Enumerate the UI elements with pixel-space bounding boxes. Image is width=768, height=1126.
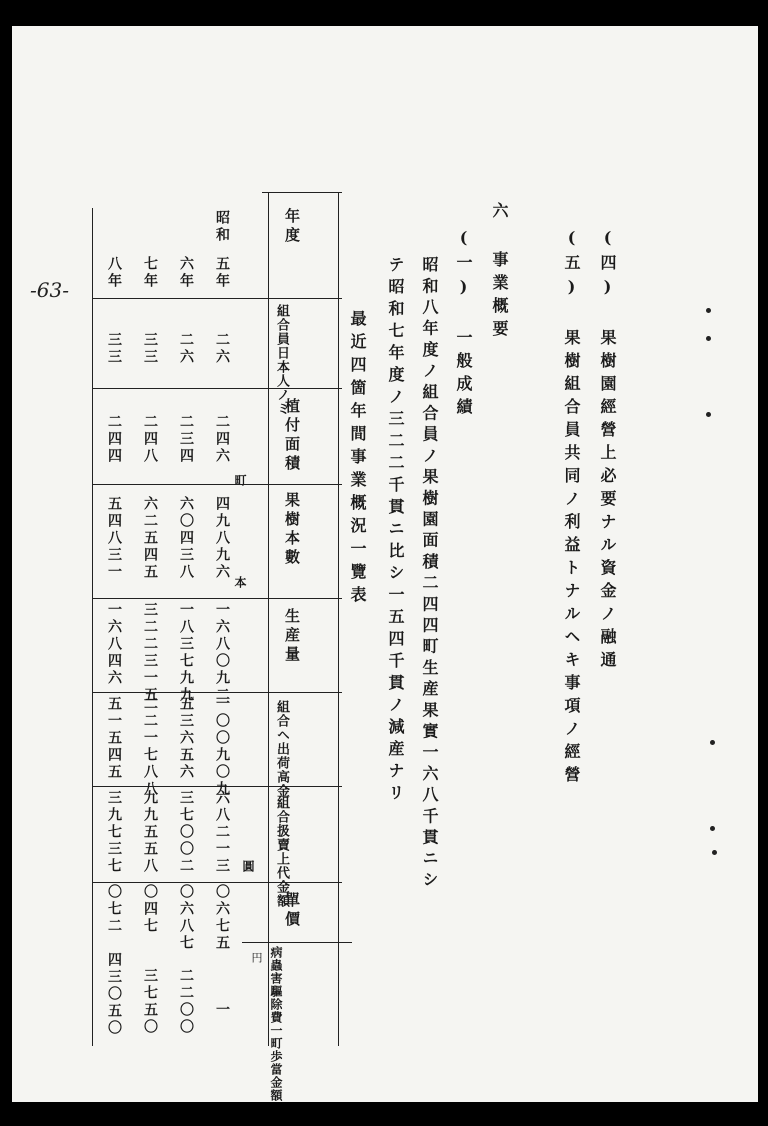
subsection-title: (一) 一般成績	[454, 228, 473, 421]
cell-shipment: 五一五四五	[106, 696, 122, 781]
cell-sales: 三七〇〇二	[178, 790, 194, 875]
margin-mark	[712, 850, 717, 855]
cell-sales: 六八二一三	[214, 790, 230, 875]
section-title: 六 事業概要	[490, 202, 509, 343]
cell-members: 二六	[178, 332, 194, 366]
header-area: 植付面積	[283, 398, 301, 474]
paragraph-line-1: 昭和八年度ノ組合員ノ果樹園面積二四四町生産果實一六八千貫ニシ	[420, 256, 439, 892]
cell-production: 三二二三一五	[142, 602, 158, 704]
margin-mark	[706, 308, 711, 313]
margin-mark	[710, 740, 715, 745]
cell-sales: 三九七三七	[106, 790, 122, 875]
paragraph-line-2: テ昭和七年度ノ三二二千貫ニ比シ一五四千貫ノ減産ナリ	[386, 256, 405, 806]
cell-area: 二四六	[214, 414, 230, 465]
cell-production: 一六八四六	[106, 602, 122, 687]
cell-unit-price: 〇六八七	[178, 884, 194, 952]
cell-trees: 四九八九六	[214, 496, 230, 581]
unit-area: 町	[233, 474, 247, 489]
cell-area: 二三四	[178, 414, 194, 465]
cell-pest: 三七五〇	[142, 968, 158, 1036]
cell-trees: 五四八三一	[106, 496, 122, 581]
header-year: 年度	[283, 208, 301, 246]
heading-item-4: (四) 果樹園經營上必要ナル資金ノ融通	[598, 228, 617, 674]
cell-trees: 六二五四五	[142, 496, 158, 581]
table-caption: 最近四箇年間事業概況一覽表	[348, 310, 367, 609]
cell-unit-price: 〇六七五	[214, 884, 230, 952]
cell-unit-price: 〇七二	[106, 884, 122, 935]
heading-item-5: (五) 果樹組合員共同ノ利益トナルヘキ事項ノ經營	[562, 228, 581, 789]
margin-mark	[706, 336, 711, 341]
cell-shipment: 一〇〇九〇九	[214, 696, 230, 798]
header-pest-cost: 病蟲害驅除費一町歩當金額	[269, 946, 283, 1102]
row-year: 八年	[106, 256, 122, 290]
cell-members: 三三	[142, 332, 158, 366]
cell-pest: 二二〇〇	[178, 968, 194, 1036]
era-label: 昭和	[214, 210, 230, 244]
cell-pest: 一	[214, 1002, 230, 1019]
cell-production: 一六八〇九二	[214, 602, 230, 704]
row-year: 七年	[142, 256, 158, 290]
cell-production: 一八三七九九	[178, 602, 194, 704]
cell-pest: 四三〇五〇	[106, 952, 122, 1037]
cell-area: 二四四	[106, 414, 122, 465]
cell-trees: 六〇四三八	[178, 496, 194, 581]
header-sales: 組合扱賣上代金額	[274, 796, 289, 908]
unit-yen: 圓	[241, 860, 255, 875]
cell-area: 二四八	[142, 414, 158, 465]
row-year: 六年	[178, 256, 194, 290]
cell-sales: 九九五五八	[142, 790, 158, 875]
page-number: -63-	[30, 278, 69, 302]
header-trees: 果樹本數	[283, 492, 301, 568]
header-unit-price: 單價	[283, 892, 301, 930]
cell-unit-price: 〇四七	[142, 884, 158, 935]
cell-members: 二六	[214, 332, 230, 366]
margin-mark	[706, 412, 711, 417]
unit-trees: 本	[233, 576, 247, 591]
header-members: 組合員日本人ノミ	[274, 304, 289, 416]
cell-shipment: 二二一七八八	[142, 696, 158, 798]
cell-members: 三三	[106, 332, 122, 366]
header-shipment: 組合ヘ出荷高金	[274, 700, 289, 798]
margin-mark	[710, 826, 715, 831]
cell-shipment: 五三六五六	[178, 696, 194, 781]
row-year: 五年	[214, 256, 230, 290]
business-summary-table	[92, 192, 356, 1102]
unit-yen-2: 円	[250, 952, 263, 966]
header-production: 生産量	[283, 608, 301, 665]
